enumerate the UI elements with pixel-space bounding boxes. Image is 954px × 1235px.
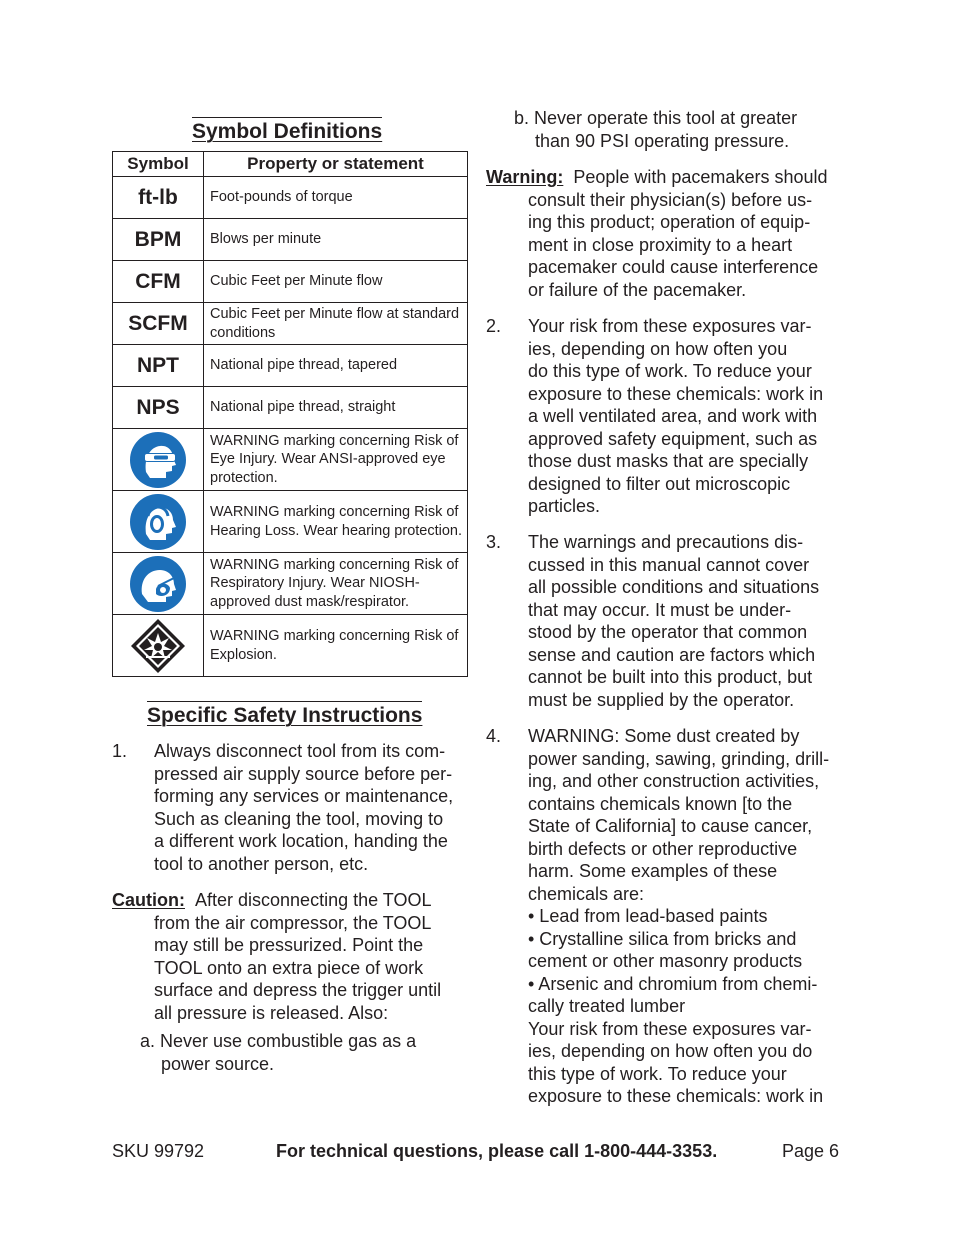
text-line: Such as cleaning the tool, moving to: [154, 808, 444, 829]
caution-block: [112, 889, 472, 1024]
text-line: Your risk from these exposures var-: [528, 316, 812, 336]
table-row: [113, 387, 468, 429]
text-line: forming any services or maintenance,: [154, 786, 454, 806]
text-line: pressed air supply source before per-: [154, 763, 453, 784]
text-line: ing this product; operation of equip-: [528, 212, 811, 232]
text-line: from the air compressor, the TOOL: [154, 912, 432, 933]
text-line: contains chemicals known [to the: [528, 793, 793, 814]
caution-label: Caution:: [112, 890, 185, 910]
table-row: [113, 491, 468, 553]
text-line: The warnings and precautions dis-: [528, 532, 804, 552]
specific-safety-heading: Specific Safety Instructions: [147, 701, 422, 728]
item-number: 3.: [486, 532, 502, 552]
text-line: People with pacemakers should: [573, 167, 828, 187]
text-line: all pressure is released. Also:: [154, 1002, 389, 1023]
text-line: may still be pressurized. Point the: [154, 935, 424, 955]
text-line: this type of work. To reduce your: [528, 1063, 787, 1084]
table-header-symbol: Symbol: [113, 152, 204, 177]
safety-item-3: [486, 531, 848, 716]
bullet-item: • Crystalline silica from bricks and: [528, 928, 797, 949]
item-text: [528, 725, 848, 1108]
table-row: [113, 261, 468, 303]
text-line: Always disconnect tool from its com-: [154, 741, 446, 761]
text-line: approved safety equipment, such as: [528, 428, 818, 449]
item-number: 1.: [112, 741, 128, 761]
text-line: power sanding, sawing, grinding, drill-: [528, 748, 830, 769]
explosion-icon: [129, 617, 187, 675]
icon-description: WARNING marking concerning Risk of Eye Injury. Wear ANSI-approved eye protection.: [204, 429, 468, 491]
text-line: harm. Some examples of these: [528, 861, 778, 881]
icon-description: WARNING marking concerning Risk of Explosion.: [204, 615, 468, 677]
text-line: b. Never operate this tool at greater: [514, 108, 798, 128]
icon-description: WARNING marking concerning Risk of Hearing Loss. Wear hearing protection.: [204, 491, 468, 553]
text-line: do this type of work. To reduce your: [528, 361, 812, 381]
text-line: designed to filter out microscopic: [528, 473, 791, 494]
symbol-cfm: CFM: [113, 261, 204, 303]
icon-description: WARNING marking concerning Risk of Respiratory Injury. Wear NIOSH-approved dust mask/respirator.: [204, 553, 468, 615]
table-row: [113, 553, 468, 615]
text-line: or failure of the pacemaker.: [528, 279, 747, 300]
symbol-scfm: SCFM: [113, 303, 204, 345]
text-line: State of California] to cause cancer,: [528, 816, 813, 836]
text-line: all possible conditions and situations: [528, 577, 820, 597]
text-line: must be supplied by the operator.: [528, 689, 795, 710]
bullet-item: • Arsenic and chromium from chemi-: [528, 973, 818, 994]
text-line: WARNING: Some dust created by: [528, 726, 800, 746]
table-row: [113, 615, 468, 677]
text-line: tool to another person, etc.: [154, 853, 369, 874]
footer-sku: SKU 99792: [112, 1141, 205, 1161]
sub-item-a: [140, 1030, 416, 1075]
table-row: [113, 429, 468, 491]
hearing-protection-cell: [113, 491, 204, 553]
text-line: stood by the operator that common: [528, 622, 808, 642]
table-row: [113, 303, 468, 345]
footer-phone: For technical questions, please call 1-800-444-3353.: [276, 1141, 718, 1161]
item-text: [154, 740, 474, 875]
text-line: than 90 PSI operating pressure.: [535, 130, 790, 151]
symbol-description: National pipe thread, straight: [204, 387, 468, 429]
safety-item-2: [486, 315, 848, 525]
item-number: 2.: [486, 316, 502, 336]
text-line: particles.: [528, 496, 601, 516]
hearing-protection-icon: [130, 494, 186, 550]
text-line: pacemaker could cause interference: [528, 257, 819, 277]
bullet-item: • Lead from lead-based paints: [528, 906, 768, 926]
text-line: TOOL onto an extra piece of work: [154, 957, 424, 978]
eye-protection-icon: [130, 432, 186, 488]
table-row: [113, 219, 468, 261]
symbol-description: National pipe thread, tapered: [204, 345, 468, 387]
respirator-icon: [130, 556, 186, 612]
sub-item-b: [514, 107, 797, 152]
warning-block: [486, 166, 848, 301]
text-line: exposure to these chemicals: work in: [528, 383, 824, 404]
text-line: Your risk from these exposures var-: [528, 1018, 812, 1039]
text-line: surface and depress the trigger until: [154, 980, 442, 1000]
symbol-description: Cubic Feet per Minute flow at standard conditions: [204, 303, 468, 345]
text-line: a different work location, handing the: [154, 831, 448, 851]
text-line: cussed in this manual cannot cover: [528, 554, 810, 575]
text-line: cement or other masonry products: [528, 951, 803, 971]
table-row: [113, 177, 468, 219]
symbol-description: Cubic Feet per Minute flow: [204, 261, 468, 303]
respirator-cell: [113, 553, 204, 615]
safety-item-4: [486, 725, 848, 1115]
eye-protection-cell: [113, 429, 204, 491]
text-line: a. Never use combustible gas as a: [140, 1031, 417, 1051]
item-number: 4.: [486, 726, 502, 746]
text-line: sense and caution are factors which: [528, 644, 816, 665]
text-line: birth defects or other reproductive: [528, 838, 798, 859]
text-line: power source.: [161, 1053, 275, 1074]
symbol-table: [112, 151, 468, 677]
symbol-bpm: BPM: [113, 219, 204, 261]
text-line: that may occur. It must be under-: [528, 599, 792, 620]
symbol-npt: NPT: [113, 345, 204, 387]
text-line: a well ventilated area, and work with: [528, 406, 818, 426]
symbol-definitions-heading: Symbol Definitions: [192, 117, 382, 144]
safety-item-1: [112, 740, 472, 880]
text-line: After disconnecting the TOOL: [195, 890, 432, 910]
table-header-property: Property or statement: [204, 152, 468, 177]
footer-page-number: Page 6: [782, 1141, 840, 1161]
warning-label: Warning:: [486, 167, 564, 187]
item-text: [528, 531, 848, 711]
text-line: ing, and other construction activities,: [528, 771, 820, 791]
text-line: ies, depending on how often you: [528, 338, 788, 359]
text-line: cally treated lumber: [528, 996, 686, 1016]
text-line: chemicals are:: [528, 883, 645, 904]
symbol-nps: NPS: [113, 387, 204, 429]
text-line: exposure to these chemicals: work in: [528, 1086, 824, 1106]
text-line: those dust masks that are specially: [528, 451, 809, 471]
table-row: [113, 345, 468, 387]
text-line: ment in close proximity to a heart: [528, 234, 793, 255]
symbol-description: Blows per minute: [204, 219, 468, 261]
explosion-cell: [113, 615, 204, 677]
text-line: consult their physician(s) before us-: [528, 189, 813, 210]
symbol-ft-lb: ft-lb: [113, 177, 204, 219]
text-line: ies, depending on how often you do: [528, 1041, 813, 1061]
item-text: [528, 315, 848, 518]
text-line: cannot be built into this product, but: [528, 667, 813, 687]
symbol-description: Foot-pounds of torque: [204, 177, 468, 219]
